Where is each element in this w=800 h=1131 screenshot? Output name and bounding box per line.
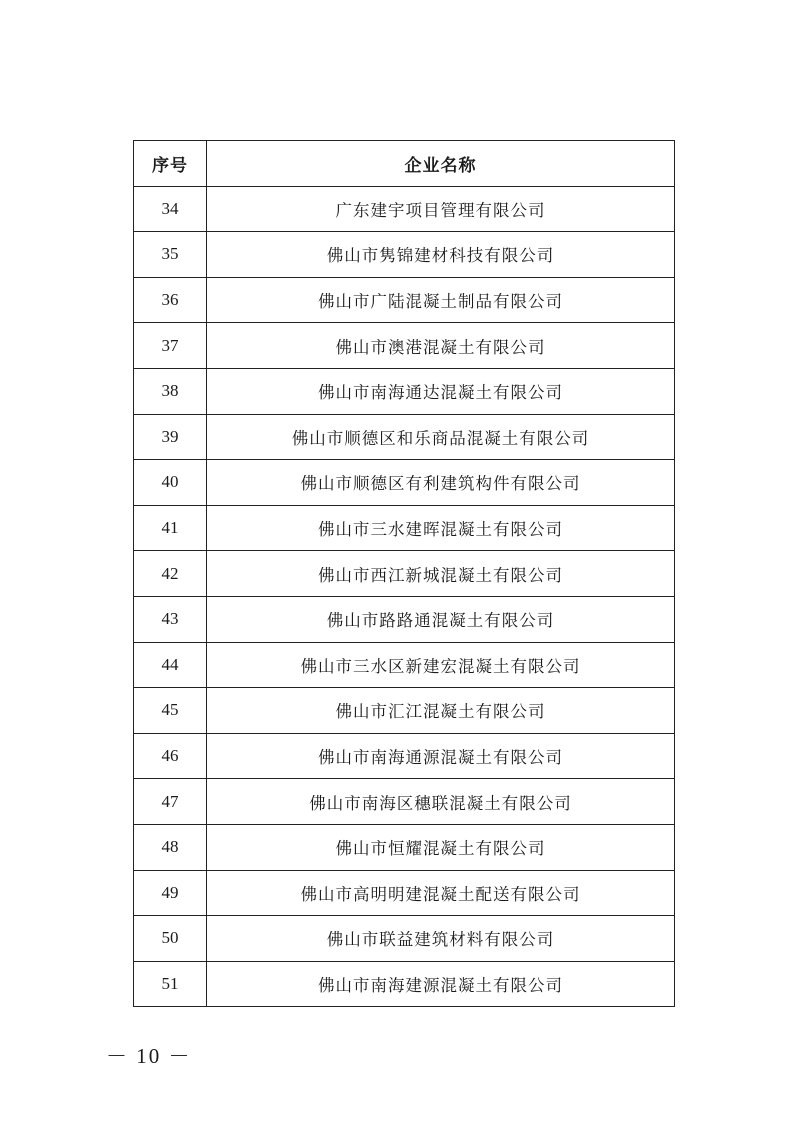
row-company-name: 佛山市顺德区和乐商品混凝土有限公司 — [207, 414, 675, 460]
table-row — [134, 505, 675, 551]
row-index: 47 — [134, 779, 207, 825]
table-row — [134, 460, 675, 506]
table-row — [134, 414, 675, 460]
table-row — [134, 277, 675, 323]
table-row — [134, 916, 675, 962]
table-row — [134, 688, 675, 734]
row-index: 49 — [134, 870, 207, 916]
table-row — [134, 779, 675, 825]
row-index: 44 — [134, 642, 207, 688]
row-index: 34 — [134, 186, 207, 232]
table-row — [134, 368, 675, 414]
row-index: 46 — [134, 733, 207, 779]
row-index: 41 — [134, 505, 207, 551]
table-row — [134, 186, 675, 232]
row-company-name: 佛山市三水建晖混凝土有限公司 — [207, 505, 675, 551]
row-company-name: 佛山市南海建源混凝土有限公司 — [207, 961, 675, 1007]
page-number: － 10 － — [106, 1044, 192, 1068]
row-index: 48 — [134, 824, 207, 870]
row-company-name: 佛山市路路通混凝土有限公司 — [207, 596, 675, 642]
row-company-name: 佛山市西江新城混凝土有限公司 — [207, 551, 675, 597]
row-company-name: 佛山市南海通达混凝土有限公司 — [207, 368, 675, 414]
table-row — [134, 961, 675, 1007]
table-row — [134, 323, 675, 369]
row-company-name: 佛山市隽锦建材科技有限公司 — [207, 232, 675, 278]
row-company-name: 佛山市汇江混凝土有限公司 — [207, 688, 675, 734]
row-index: 37 — [134, 323, 207, 369]
row-company-name: 佛山市澳港混凝土有限公司 — [207, 323, 675, 369]
row-index: 42 — [134, 551, 207, 597]
row-company-name: 佛山市广陆混凝土制品有限公司 — [207, 277, 675, 323]
row-index: 35 — [134, 232, 207, 278]
company-table — [133, 140, 675, 1007]
row-company-name: 佛山市南海区穗联混凝土有限公司 — [207, 779, 675, 825]
table-body — [134, 186, 675, 1007]
table-row — [134, 596, 675, 642]
header-company-name: 企业名称 — [207, 141, 675, 187]
row-company-name: 佛山市三水区新建宏混凝土有限公司 — [207, 642, 675, 688]
row-index: 39 — [134, 414, 207, 460]
row-company-name: 佛山市顺德区有利建筑构件有限公司 — [207, 460, 675, 506]
row-company-name: 佛山市南海通源混凝土有限公司 — [207, 733, 675, 779]
row-company-name: 佛山市联益建筑材料有限公司 — [207, 916, 675, 962]
row-index: 43 — [134, 596, 207, 642]
table-row — [134, 232, 675, 278]
row-index: 51 — [134, 961, 207, 1007]
row-index: 45 — [134, 688, 207, 734]
header-index: 序号 — [134, 141, 207, 187]
table-row — [134, 551, 675, 597]
row-index: 50 — [134, 916, 207, 962]
table-row — [134, 733, 675, 779]
table-row — [134, 870, 675, 916]
row-index: 40 — [134, 460, 207, 506]
row-company-name: 广东建宇项目管理有限公司 — [207, 186, 675, 232]
row-index: 38 — [134, 368, 207, 414]
table-row — [134, 824, 675, 870]
row-company-name: 佛山市高明明建混凝土配送有限公司 — [207, 870, 675, 916]
table-row — [134, 642, 675, 688]
table-header-row — [134, 141, 675, 187]
row-company-name: 佛山市恒耀混凝土有限公司 — [207, 824, 675, 870]
row-index: 36 — [134, 277, 207, 323]
